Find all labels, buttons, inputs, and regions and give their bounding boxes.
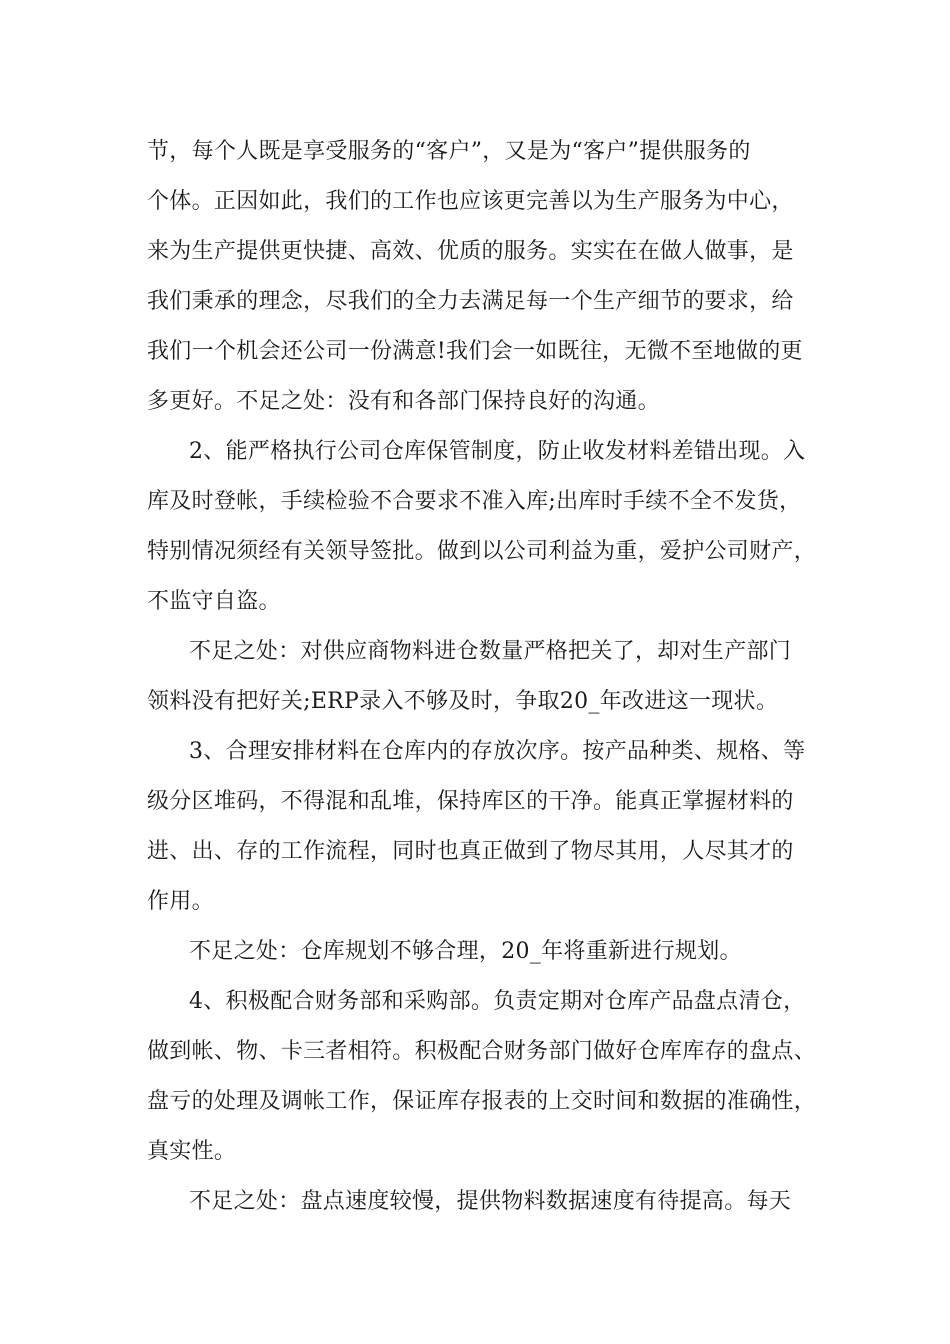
text-line: 进、出、存的工作流程，同时也真正做到了物尽其用，人尽其才的 bbox=[147, 839, 794, 864]
paragraph-start-line: 不足之处：盘点速度较慢，提供物料数据速度有待提高。每天 bbox=[189, 1189, 792, 1214]
paragraph-start-line: 3、合理安排材料在仓库内的存放次序。按产品种类、规格、等 bbox=[189, 739, 806, 764]
paragraph-start-line: 不足之处：对供应商物料进仓数量严格把关了，却对生产部门 bbox=[189, 639, 792, 664]
text-line: 盘亏的处理及调帐工作，保证库存报表的上交时间和数据的准确性， bbox=[147, 1089, 817, 1114]
text-line: 真实性。 bbox=[147, 1139, 237, 1164]
paragraph-start-line: 不足之处：仓库规划不够合理，20_年将重新进行规划。 bbox=[189, 939, 742, 964]
text-line: 多更好。不足之处：没有和各部门保持良好的沟通。 bbox=[147, 389, 660, 414]
paragraph-start-line: 4、积极配合财务部和采购部。负责定期对仓库产品盘点清仓， bbox=[189, 989, 806, 1014]
text-line: 不监守自盗。 bbox=[147, 589, 281, 614]
text-line: 作用。 bbox=[147, 889, 214, 914]
text-line: 我们一个机会还公司一份满意!我们会一如既往，无微不至地做的更 bbox=[147, 339, 803, 364]
text-line: 级分区堆码，不得混和乱堆，保持库区的干净。能真正掌握材料的 bbox=[147, 789, 794, 814]
text-line: 来为生产提供更快捷、高效、优质的服务。实实在在做人做事，是 bbox=[147, 239, 794, 264]
paragraph-start-line: 2、能严格执行公司仓库保管制度，防止收发材料差错出现。入 bbox=[189, 439, 806, 464]
text-line: 节，每个人既是享受服务的“客户”，又是为“客户”提供服务的 bbox=[147, 139, 751, 164]
text-line: 领料没有把好关;ERP录入不够及时，争取20_年改进这一现状。 bbox=[147, 689, 779, 714]
text-line: 个体。正因如此，我们的工作也应该更完善以为生产服务为中心， bbox=[147, 189, 794, 214]
text-line: 库及时登帐，手续检验不合要求不准入库;出库时手续不全不发货， bbox=[147, 489, 802, 514]
text-line: 做到帐、物、卡三者相符。积极配合财务部门做好仓库库存的盘点、 bbox=[147, 1039, 817, 1064]
text-line: 特别情况须经有关领导签批。做到以公司利益为重，爱护公司财产， bbox=[147, 539, 817, 564]
text-line: 我们秉承的理念，尽我们的全力去满足每一个生产细节的要求，给 bbox=[147, 289, 794, 314]
